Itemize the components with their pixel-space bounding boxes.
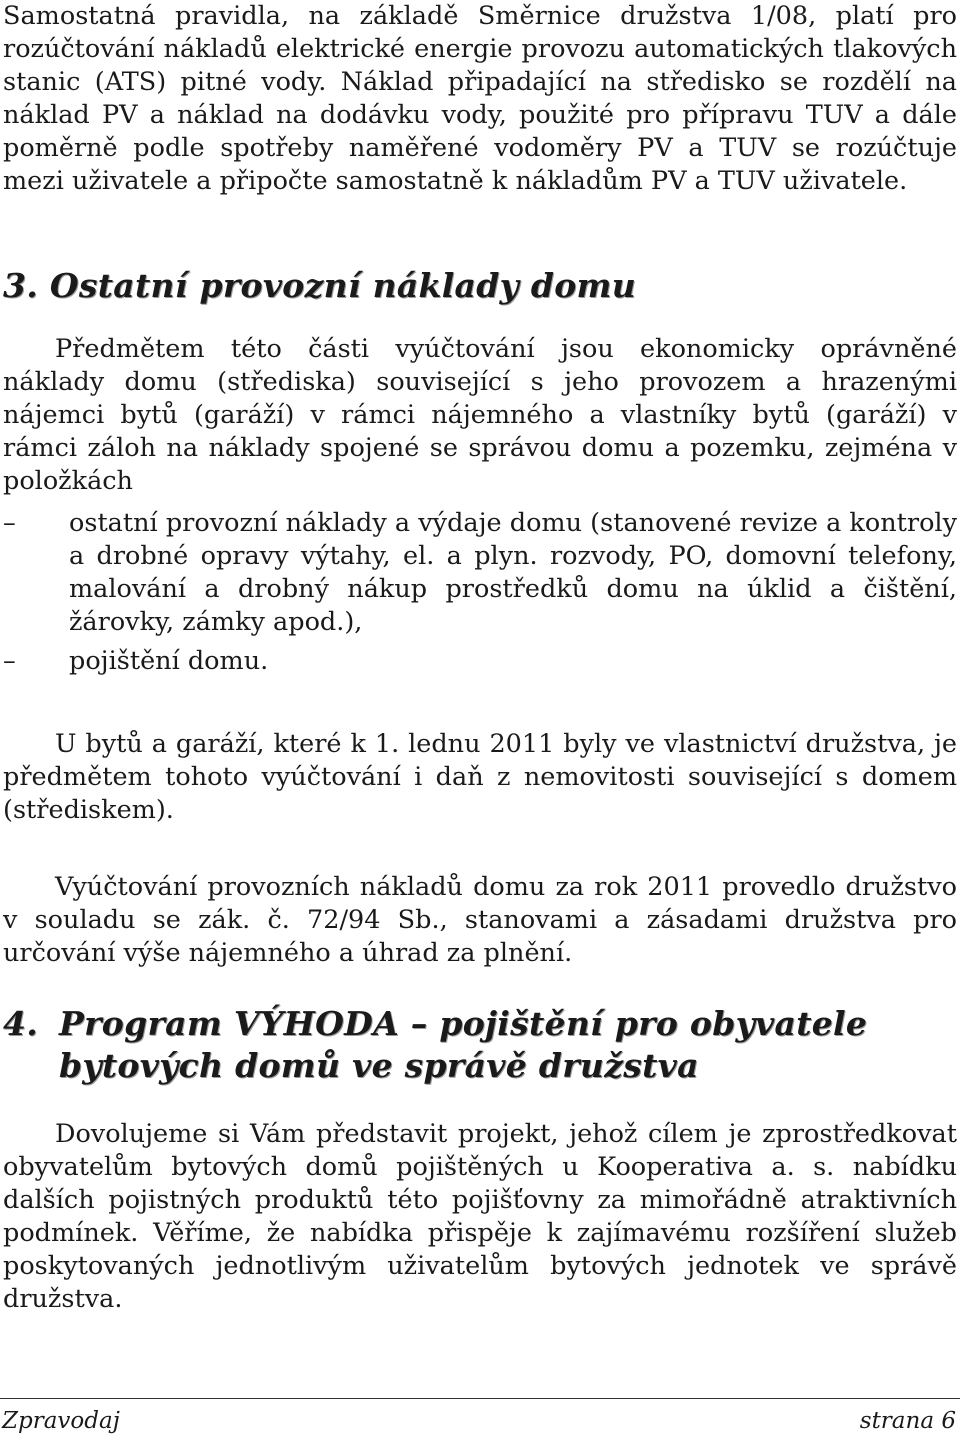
list-item <box>3 645 957 678</box>
paragraph-section-3-intro: Předmětem této části vyúčtování jsou ekonomicky oprávněné náklady domu (střediska) související s jeho provozem a hrazenými nájemci bytů (garáží) v rámci nájemného a vlastníky bytů (garáží) v rámci záloh na náklady spojené se správou domu a pozemku, zejména v položkách <box>3 334 957 496</box>
list-item <box>3 507 957 639</box>
section-4-heading <box>3 1003 957 1087</box>
paragraph-ats-rules: Samostatná pravidla, na základě Směrnice družstva 1/08, platí pro rozúčtování nákladů elektrické energie provozu automatických tlakových stanic (ATS) pitné vody. Náklad připadající na středisko se rozdělí na náklad PV a náklad na dodávku vody, použité pro přípravu TUV a dále poměrně podle spotřeby naměřené vodoměry PV a TUV se rozúčtuje mezi uživatele a připočte samostatně k nákladům PV a TUV uživatele. <box>3 1 957 196</box>
dash-bullet: – <box>3 508 16 538</box>
section-3-intro <box>3 333 957 498</box>
section-3-billing-note <box>3 871 957 970</box>
list-item-text: pojištění domu. <box>69 646 269 676</box>
list-item-text: ostatní provozní náklady a výdaje domu (stanovené revize a kontroly a drobné opravy výtahy, el. a plyn. rozvody, PO, domovní telefony, malování a drobný nákup prostředků domu na úklid a čištění, žárovky, zámky apod.), <box>69 508 957 637</box>
dash-bullet: – <box>3 646 16 676</box>
section-3-tax-note <box>3 728 957 827</box>
footer-publication-name: Zpravodaj <box>2 1408 120 1434</box>
intro-section <box>3 0 957 198</box>
section-4-number: 4. <box>3 1004 39 1043</box>
section-3-heading: 3. Ostatní provozní náklady domu <box>3 266 637 305</box>
paragraph-property-tax: U bytů a garáží, které k 1. lednu 2011 byly ve vlastnictví družstva, je předmětem tohoto vyúčtování i daň z nemovitosti související s domem (střediskem). <box>3 729 957 825</box>
section-4-heading-line-1: Program VÝHODA – pojištění pro obyvatele <box>59 1004 868 1043</box>
paragraph-billing-basis: Vyúčtování provozních nákladů domu za rok 2011 provedlo družstvo v souladu se zák. č. 72/94 Sb., stanovami a zásadami družstva pro určování výše nájemného a úhrad za plnění. <box>3 872 957 968</box>
section-4-body <box>3 1118 957 1316</box>
footer-page-number: strana 6 <box>859 1408 956 1434</box>
page-footer <box>0 1398 960 1441</box>
section-4-heading-line-2: bytových domů ve správě družstva <box>59 1046 699 1085</box>
paragraph-vyhoda-program: Dovolujeme si Vám představit projekt, jehož cílem je zprostředkovat obyvatelům bytových domů pojištěných u Kooperativa a. s. nabídku dalších pojistných produktů této pojišťovny za mimořádně atraktivních podmínek. Věříme, že nabídka přispěje k zajímavému rozšíření služeb poskytovaných jednotlivým uživatelům bytových jednotek ve správě družstva. <box>3 1119 957 1314</box>
cost-items-list <box>3 507 957 678</box>
